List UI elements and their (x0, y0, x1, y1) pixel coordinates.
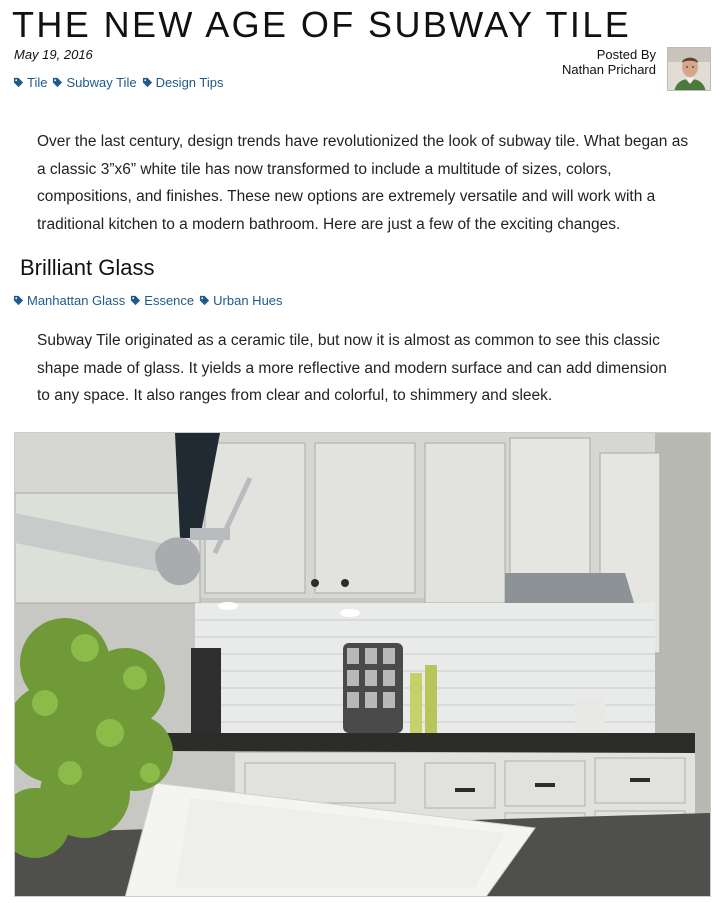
tag-icon (52, 77, 63, 88)
section-heading: Brilliant Glass (20, 255, 155, 280)
kitchen-photo (14, 432, 711, 897)
tag-icon (142, 77, 153, 88)
tag-icon (13, 295, 24, 306)
tag-link-manhattan-glass[interactable]: Manhattan Glass (27, 293, 126, 308)
tag-item[interactable] (13, 75, 47, 90)
tag-link-urban-hues[interactable]: Urban Hues (213, 293, 283, 308)
tag-link-subway-tile[interactable]: Subway Tile (66, 75, 137, 90)
article-tags (13, 75, 228, 90)
section-paragraph: Subway Tile originated as a ceramic tile, but now it is almost as common to see this classic shape made of glass. It yields a more reflective and modern surface and can add dimension to any space. It also ranges from clear and colorful, to shimmery and sleek. (37, 332, 667, 404)
article-title: THE NEW AGE OF SUBWAY TILE (12, 4, 632, 45)
kitchen-illustration (15, 433, 711, 897)
post-date: May 19, 2016 (14, 47, 93, 62)
tag-icon (130, 295, 141, 306)
author-avatar[interactable] (667, 47, 711, 91)
tag-item[interactable] (199, 293, 282, 308)
tag-item[interactable] (130, 293, 194, 308)
tag-item[interactable] (52, 75, 136, 90)
tag-icon (13, 77, 24, 88)
intro-paragraph: Over the last century, design trends have revolutionized the look of subway tile. What began as a classic 3”x6” white tile has now transformed to include a multitude of sizes, colors, compositions, and finishes. These new options are extremely versatile and will work with a traditional kitchen to a modern bathroom. Here are just a few of the exciting changes. (37, 133, 689, 233)
tag-item[interactable] (142, 75, 224, 90)
tag-item[interactable] (13, 293, 125, 308)
tag-link-design-tips[interactable]: Design Tips (155, 75, 224, 90)
author-byline (562, 47, 656, 77)
tag-icon (199, 295, 210, 306)
posted-by-label: Posted By (596, 47, 656, 62)
tag-link-essence[interactable]: Essence (144, 293, 195, 308)
section-tags (13, 293, 288, 308)
author-name[interactable]: Nathan Prichard (562, 62, 656, 77)
tag-link-tile[interactable]: Tile (27, 75, 48, 90)
avatar-image (668, 48, 711, 91)
